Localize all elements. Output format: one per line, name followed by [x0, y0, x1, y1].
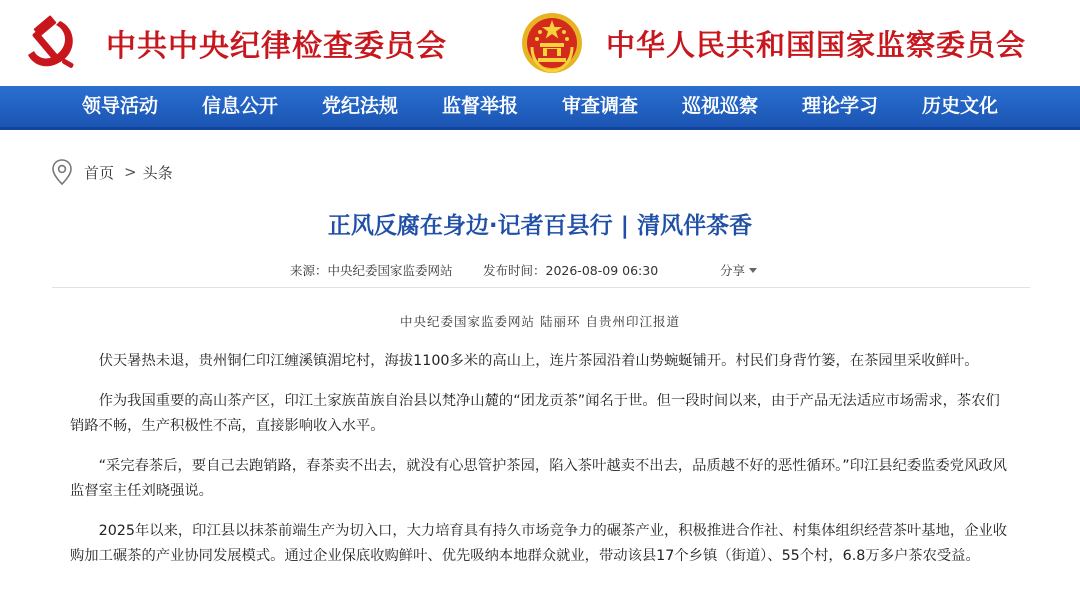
location-pin-icon [50, 158, 74, 186]
breadcrumb-home[interactable]: 首页 [84, 163, 115, 182]
article-meta [0, 261, 1080, 281]
share-button[interactable] [720, 261, 757, 279]
nav-item-history[interactable]: 历史文化 [921, 95, 998, 117]
breadcrumb-separator: > [124, 163, 137, 181]
article-content [70, 349, 1014, 584]
article-source: 来源：中央纪委国家监委网站 [290, 263, 453, 278]
article-byline: 中央纪委国家监委网站 陆丽环 自贵州印江报道 [400, 314, 680, 329]
nav-item-regulations[interactable]: 党纪法规 [321, 95, 398, 117]
nsc-title: 中华人民共和国国家监察委员会 [606, 27, 1027, 62]
national-emblem-icon [520, 11, 584, 75]
nav-list [0, 86, 1080, 127]
header-divider [52, 287, 1030, 288]
article-paragraph: “采完春茶后，要自己去跑销路，春茶卖不出去，就没有心思管护茶园，陷入茶叶越卖不出去，品质越不好的恶性循环。”印江县纪委监委党风政风监督室主任刘晓强说。 [70, 458, 1007, 499]
article-paragraph: 伏天暑热未退，贵州铜仁印江缠溪镇湄坨村，海拔1100多米的高山上，连片茶园沿着山势蜿蜒铺开。村民们身背竹篓，在茶园里采收鲜叶。 [98, 353, 979, 369]
main-nav [0, 86, 1080, 130]
article-title: 正风反腐在身边·记者百县行 | 清风伴茶香 [327, 213, 753, 239]
article-publish-time: 发布时间：2026-08-09 06:30 [483, 263, 659, 278]
site-header [0, 0, 1080, 86]
ccdi-brand[interactable] [20, 0, 447, 86]
breadcrumb-current[interactable]: 头条 [142, 163, 173, 182]
breadcrumb [50, 158, 173, 186]
nav-item-disclosure[interactable]: 信息公开 [201, 95, 278, 117]
article-paragraph: 作为我国重要的高山茶产区，印江土家族苗族自治县以梵净山麓的“团龙贡茶”闻名于世。但一段时间以来，由于产品无法适应市场需求，茶农们销路不畅，生产积极性不高，直接影响收入水平。 [70, 393, 1000, 434]
nav-item-investigation[interactable]: 审查调查 [561, 95, 638, 117]
nav-item-leadership[interactable]: 领导活动 [81, 95, 158, 117]
share-label: 分享 [720, 263, 746, 278]
ccdi-title: 中共中央纪律检查委员会 [106, 29, 447, 64]
nsc-brand[interactable] [520, 0, 1026, 86]
nav-item-inspection[interactable]: 巡视巡察 [681, 95, 758, 117]
nav-item-report[interactable]: 监督举报 [441, 95, 518, 117]
chevron-down-icon [749, 268, 757, 273]
party-emblem-icon [20, 11, 84, 75]
nav-item-theory[interactable]: 理论学习 [801, 95, 878, 117]
article-paragraph: 2025年以来，印江县以抹茶前端生产为切入口，大力培育具有持久市场竞争力的碾茶产业，积极推进合作社、村集体组织经营茶叶基地，企业收购加工碾茶的产业协同发展模式。通过企业保底收购鲜叶、优先吸纳本地群众就业，带动该县17个乡镇（街道）、55个村，6.8万多户茶农受益。 [70, 523, 1008, 564]
